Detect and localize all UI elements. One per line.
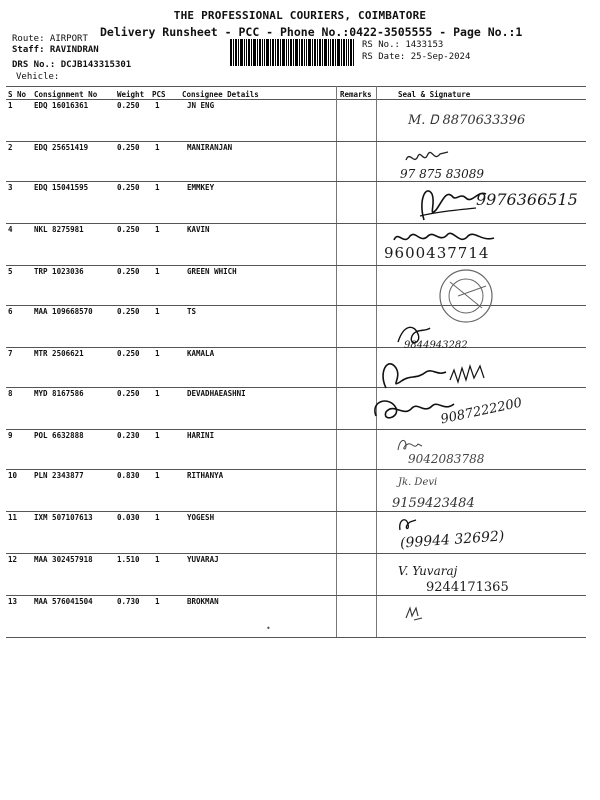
cell-pcs: 1 — [155, 471, 160, 480]
cell-sno: 11 — [8, 513, 18, 522]
runsheet-subtitle: Delivery Runsheet - PCC - Phone No.:0422-3505555 - Page No.:1 — [100, 25, 523, 39]
signature-scribble-row-7b — [376, 352, 496, 394]
col-consignment: Consignment No — [34, 90, 98, 99]
cell-pcs: 1 — [155, 225, 160, 234]
row-divider — [6, 181, 586, 182]
cell-weight: 0.250 — [117, 267, 140, 276]
vehicle-label: Vehicle: — [16, 72, 60, 82]
cell-pcs: 1 — [155, 597, 160, 606]
cell-pcs: 1 — [155, 513, 160, 522]
cell-consignment-no: EDQ 16016361 — [34, 101, 89, 110]
rs-number: RS No.: 1433153 — [362, 40, 444, 50]
seal-stamp-icon — [438, 268, 494, 324]
cell-consignment-no: MAA 302457918 — [34, 555, 93, 564]
cell-consignment-no: MAA 576041504 — [34, 597, 93, 606]
col-remarks: Remarks — [340, 90, 372, 99]
cell-weight: 0.830 — [117, 471, 140, 480]
cell-consignment-no: EDQ 15041595 — [34, 183, 89, 192]
cell-sno: 13 — [8, 597, 18, 606]
cell-pcs: 1 — [155, 307, 160, 316]
cell-weight: 0.030 — [117, 513, 140, 522]
col-seal-signature: Seal & Signature — [398, 90, 471, 99]
cell-pcs: 1 — [155, 267, 160, 276]
phone-row-9: 9042083788 — [408, 452, 485, 466]
cell-sno: 2 — [8, 143, 13, 152]
row-divider — [6, 511, 586, 512]
cell-consignment-no: MYD 8167586 — [34, 389, 84, 398]
row-divider — [6, 429, 586, 430]
route-label: Route: AIRPORT — [12, 34, 88, 44]
phone-row-7: 9844943282 — [404, 340, 468, 351]
cell-consignee: HARINI — [187, 431, 215, 440]
cell-consignee: TS — [187, 307, 197, 316]
row-divider — [6, 469, 586, 470]
cell-sno: 5 — [8, 267, 13, 276]
row-divider — [6, 637, 586, 638]
row-divider — [6, 305, 586, 306]
cell-consignee: MANIRANJAN — [187, 143, 233, 152]
cell-consignee: YUVARAJ — [187, 555, 219, 564]
cell-weight: 0.250 — [117, 143, 140, 152]
header-bottom-rule — [6, 99, 586, 100]
phone-row-11: (99944 32692) — [399, 528, 505, 552]
phone-row-12: 9244171365 — [426, 580, 509, 595]
cell-consignee: JN ENG — [187, 101, 215, 110]
rs-date: RS Date: 25-Sep-2024 — [362, 52, 471, 62]
cell-pcs: 1 — [155, 183, 160, 192]
cell-sno: 9 — [8, 431, 13, 440]
cell-weight: 0.730 — [117, 597, 140, 606]
cell-sno: 3 — [8, 183, 13, 192]
cell-consignment-no: MTR 2506621 — [34, 349, 84, 358]
row-divider — [6, 595, 586, 596]
cell-consignee: YOGESH — [187, 513, 215, 522]
remarks-left-rule — [336, 86, 337, 638]
stray-dot: • — [266, 624, 271, 633]
cell-consignee: KAMALA — [187, 349, 215, 358]
cell-consignee: RITHANYA — [187, 471, 224, 480]
cell-consignment-no: MAA 109668570 — [34, 307, 93, 316]
cell-consignment-no: EDQ 25651419 — [34, 143, 89, 152]
cell-weight: 0.250 — [117, 307, 140, 316]
phone-row-2: 97 875 83089 — [400, 167, 484, 181]
drs-number: DRS No.: DCJB143315301 — [12, 60, 132, 70]
barcode — [230, 39, 354, 66]
cell-consignment-no: POL 6632888 — [34, 431, 84, 440]
cell-consignee: EMMKEY — [187, 183, 215, 192]
document-title: THE PROFESSIONAL COURIERS, COIMBATORE — [173, 9, 427, 22]
cell-sno: 10 — [8, 471, 18, 480]
cell-pcs: 1 — [155, 431, 160, 440]
name-row-12: V. Yuvaraj — [398, 564, 458, 578]
cell-weight: 0.250 — [117, 349, 140, 358]
phone-row-8: 9087222200 — [439, 395, 524, 428]
phone-row-4: 9600437714 — [384, 244, 490, 262]
cell-pcs: 1 — [155, 555, 160, 564]
cell-pcs: 1 — [155, 101, 160, 110]
row-divider — [6, 265, 586, 266]
cell-weight: 0.250 — [117, 389, 140, 398]
cell-sno: 6 — [8, 307, 13, 316]
cell-sno: 7 — [8, 349, 13, 358]
col-weight: Weight — [117, 90, 145, 99]
signature-row-1: M. Ꭰ 8870633396 — [408, 113, 526, 128]
signature-scribble-row-11 — [396, 514, 420, 534]
table-top-rule — [6, 86, 586, 87]
cell-consignee: GREEN WHICH — [187, 267, 237, 276]
row-divider — [6, 387, 586, 388]
cell-pcs: 1 — [155, 349, 160, 358]
cell-sno: 12 — [8, 555, 18, 564]
cell-consignee: DEVADHAEASHNI — [187, 389, 246, 398]
col-consignee: Consignee Details — [182, 90, 259, 99]
row-divider — [6, 553, 586, 554]
staff-label: Staff: RAVINDRAN — [12, 45, 99, 55]
col-sno: S No — [8, 90, 27, 99]
cell-weight: 0.250 — [117, 183, 140, 192]
row-divider — [6, 223, 586, 224]
cell-consignment-no: PLN 2343877 — [34, 471, 84, 480]
row-divider — [6, 141, 586, 142]
cell-weight: 0.230 — [117, 431, 140, 440]
cell-weight: 1.510 — [117, 555, 140, 564]
phone-row-10: 9159423484 — [392, 496, 475, 511]
cell-pcs: 1 — [155, 143, 160, 152]
cell-sno: 4 — [8, 225, 13, 234]
cell-consignment-no: TRP 1023036 — [34, 267, 84, 276]
cell-weight: 0.250 — [117, 225, 140, 234]
row-divider — [6, 347, 586, 348]
cell-weight: 0.250 — [117, 101, 140, 110]
signature-scribble-row-13 — [404, 604, 424, 622]
cell-consignment-no: IXM 507107613 — [34, 513, 93, 522]
cell-consignee: KAVIN — [187, 225, 210, 234]
col-pcs: PCS — [152, 90, 166, 99]
cell-consignment-no: NKL 8275981 — [34, 225, 84, 234]
phone-row-3: 9976366515 — [476, 190, 578, 209]
cell-sno: 1 — [8, 101, 13, 110]
name-row-10: Jk. Devi — [398, 477, 438, 488]
cell-consignee: BROKMAN — [187, 597, 219, 606]
cell-pcs: 1 — [155, 389, 160, 398]
cell-sno: 8 — [8, 389, 13, 398]
